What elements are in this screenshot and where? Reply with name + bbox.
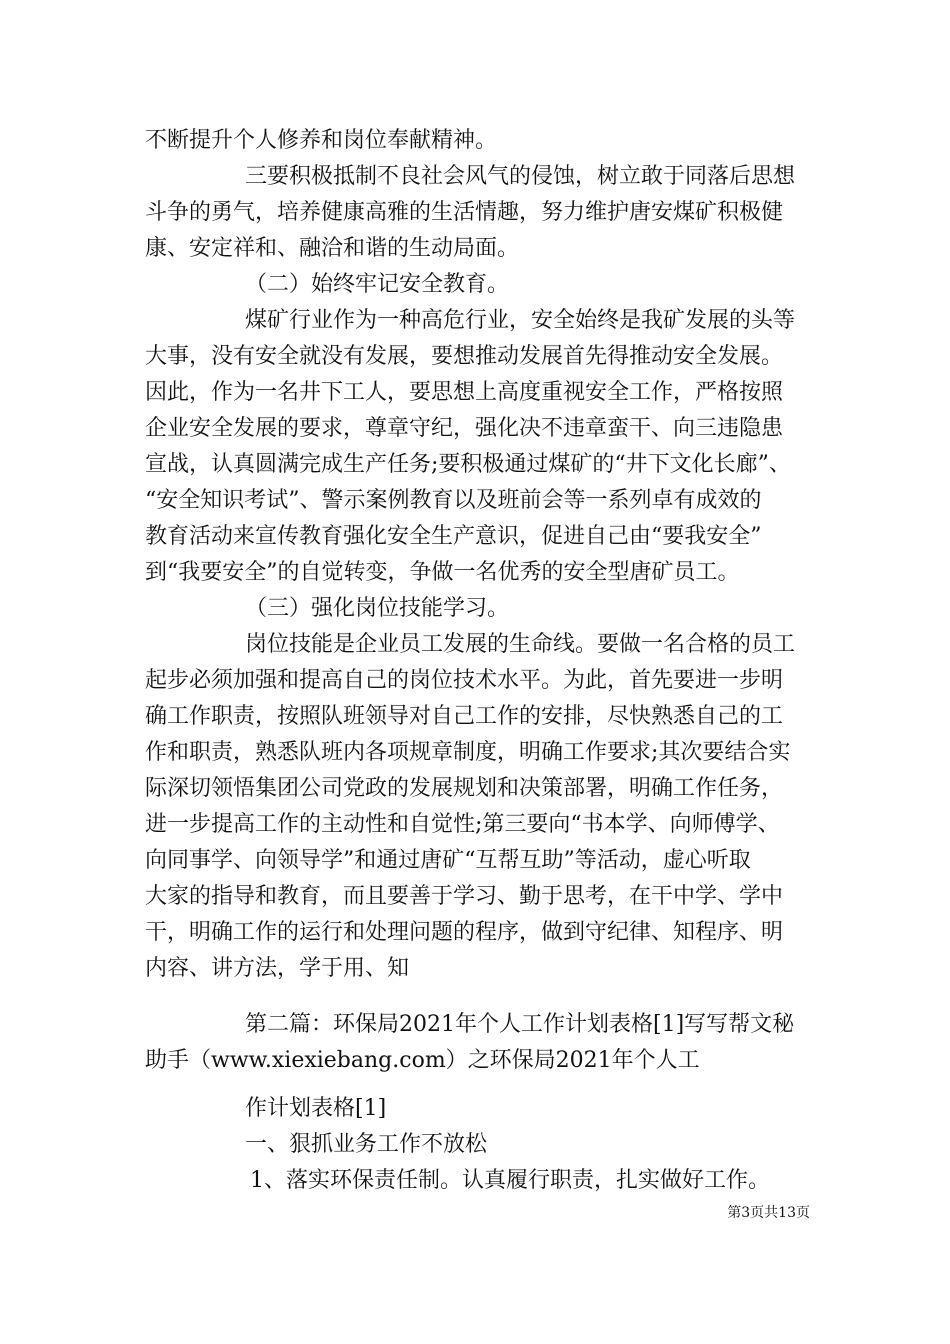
text-line-22: 大家的指导和教育，而且要善于学习、勤于思考，在干中学、学中 — [145, 884, 784, 909]
text-line-7: 大事，没有安全就没有发展，要想推动发展首先得推动安全发展。 — [145, 344, 784, 369]
text-line-18: 作和职责，熟悉队班内各项规章制度，明确工作要求;其次要结合实 — [145, 740, 791, 765]
text-line-15: 岗位技能是企业员工发展的生命线。要做一名合格的员工 — [245, 632, 796, 657]
section-heading-3: （三）强化岗位技能学习。 — [245, 596, 510, 621]
page-footer: 第3页共13页 — [727, 1205, 810, 1221]
text-line-6: 煤矿行业作为一种高危行业，安全始终是我矿发展的头等 — [245, 308, 796, 333]
text-line-10: 宣战，认真圆满完成生产任务;要积极通过煤矿的“井下文化长廊”、 — [145, 452, 791, 477]
text-line-12: 教育活动来宣传教育强化安全生产意识，促进自己由“要我安全” — [145, 524, 762, 549]
text-line-17: 确工作职责，按照队班领导对自己工作的安排，尽快熟悉自己的工 — [145, 704, 784, 729]
text-line-11: “安全知识考试”、警示案例教育以及班前会等一系列卓有成效的 — [145, 488, 762, 513]
text-line-13: 到“我要安全”的自觉转变，争做一名优秀的安全型唐矿员工。 — [145, 560, 740, 585]
text-line-8: 因此，作为一名井下工人，要思想上高度重视安全工作，严格按照 — [145, 380, 784, 405]
text-line-9: 企业安全发展的要求，尊章守纪，强化决不违章蛮干、向三违隐患 — [145, 416, 784, 441]
text-line-23: 干，明确工作的运行和处理问题的程序，做到守纪律、知程序、明 — [145, 920, 784, 945]
chapter-title-line-1: 第二篇：环保局2021年个人工作计划表格[1]写写帮文秘 — [245, 1012, 795, 1037]
subsection-heading: 一、狠抓业务工作不放松 — [245, 1132, 488, 1157]
chapter-title-line-3: 作计划表格[1] — [245, 1096, 387, 1121]
text-line-4: 康、安定祥和、融洽和谐的生动局面。 — [145, 236, 520, 261]
text-line-3: 斗争的勇气，培养健康高雅的生活情趣，努力维护唐安煤矿积极健 — [145, 200, 784, 225]
text-line-16: 起步必须加强和提高自己的岗位技术水平。为此，首先要进一步明 — [145, 668, 784, 693]
section-heading-2: （二）始终牢记安全教育。 — [245, 272, 510, 297]
text-line-1: 不断提升个人修养和岗位奉献精神。 — [145, 128, 498, 153]
text-line-2: 三要积极抵制不良社会风气的侵蚀，树立敢于同落后思想 — [245, 164, 796, 189]
text-line-29: 1、落实环保责任制。认真履行职责，扎实做好工作。 — [250, 1168, 770, 1193]
text-line-20: 进一步提高工作的主动性和自觉性;第三要向“书本学、向师傅学、 — [145, 812, 780, 837]
text-line-21: 向同事学、向领导学”和通过唐矿“互帮互助”等活动，虚心听取 — [145, 848, 751, 873]
text-line-24: 内容、讲方法，学于用、知 — [145, 956, 410, 981]
text-line-19: 际深切领悟集团公司党政的发展规划和决策部署，明确工作任务， — [145, 776, 784, 801]
chapter-title-line-2: 助手（www.xiexiebang.com）之环保局2021年个人工 — [145, 1048, 700, 1073]
